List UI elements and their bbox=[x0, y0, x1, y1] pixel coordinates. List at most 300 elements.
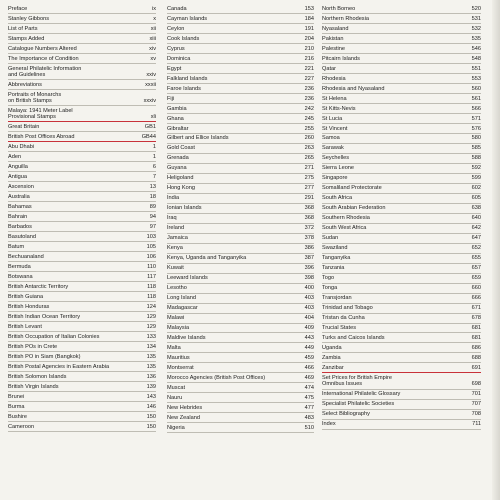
contents-entry bbox=[167, 413, 314, 423]
entry-title: Anguilla bbox=[8, 164, 28, 171]
entry-page-number: 1 bbox=[152, 144, 156, 151]
entry-title: Lesotho bbox=[167, 285, 187, 292]
entry-page-number: 640 bbox=[471, 215, 481, 222]
entry-title: St Vincent bbox=[322, 125, 348, 132]
contents-entry bbox=[8, 152, 156, 162]
contents-entry bbox=[8, 106, 156, 122]
entry-page-number: 135 bbox=[146, 353, 156, 360]
contents-entry bbox=[322, 24, 481, 34]
entry-page-number: 387 bbox=[304, 255, 314, 262]
entry-title: International Philatelic Glossary bbox=[322, 391, 401, 398]
entry-page-number: 681 bbox=[471, 335, 481, 342]
contents-entry bbox=[8, 24, 156, 34]
contents-entry bbox=[167, 324, 314, 334]
contents-entry bbox=[322, 134, 481, 144]
entry-page-number: 520 bbox=[471, 5, 481, 12]
entry-page-number: 474 bbox=[304, 385, 314, 392]
contents-entry bbox=[167, 373, 314, 383]
entry-title: Portraits of Monarchs on British Stamps bbox=[8, 91, 62, 104]
entry-page-number: 372 bbox=[304, 225, 314, 232]
entry-title: Mauritius bbox=[167, 355, 190, 362]
entry-title: Pitcairn Islands bbox=[322, 55, 360, 62]
entry-page-number: 403 bbox=[304, 305, 314, 312]
contents-entry bbox=[8, 282, 156, 292]
contents-entry bbox=[8, 322, 156, 332]
contents-entry bbox=[8, 44, 156, 54]
entry-page-number: 443 bbox=[304, 335, 314, 342]
entry-page-number: 652 bbox=[471, 245, 481, 252]
entry-page-number: 566 bbox=[471, 105, 481, 112]
entry-title: Bechuanaland bbox=[8, 253, 44, 260]
entry-title: Kuwait bbox=[167, 265, 184, 272]
contents-entry bbox=[8, 382, 156, 392]
entry-title: New Hebrides bbox=[167, 405, 203, 412]
entry-page-number: 701 bbox=[471, 391, 481, 398]
entry-title: Kenya, Uganda and Tanganyika bbox=[167, 255, 247, 262]
entry-page-number: 139 bbox=[146, 383, 156, 390]
contents-entry bbox=[167, 393, 314, 403]
entry-page-number: 585 bbox=[471, 145, 481, 152]
entry-title: Bahamas bbox=[8, 204, 32, 211]
contents-entry bbox=[322, 34, 481, 44]
contents-entry bbox=[8, 54, 156, 64]
entry-page-number: 708 bbox=[471, 411, 481, 418]
entry-page-number: 216 bbox=[304, 55, 314, 62]
entry-title: Seychelles bbox=[322, 155, 350, 162]
entry-title: Egypt bbox=[167, 65, 182, 72]
entry-title: Kenya bbox=[167, 245, 183, 252]
entry-page-number: 671 bbox=[471, 305, 481, 312]
entry-page-number: xii bbox=[150, 25, 156, 32]
entry-page-number: 204 bbox=[304, 35, 314, 42]
entry-title: Muscat bbox=[167, 385, 186, 392]
entry-page-number: 404 bbox=[304, 315, 314, 322]
entry-title: Ireland bbox=[167, 225, 185, 232]
contents-entry bbox=[8, 202, 156, 212]
entry-title: Stamps Added bbox=[8, 35, 45, 42]
contents-entry bbox=[8, 352, 156, 362]
entry-title: Brunei bbox=[8, 393, 25, 400]
entry-title: Catalogue Numbers Altered bbox=[8, 45, 77, 52]
entry-title: British Post Offices Abroad bbox=[8, 134, 75, 141]
entry-title: Northern Rhodesia bbox=[322, 15, 369, 22]
contents-entry bbox=[8, 232, 156, 242]
entry-page-number: xxxiv bbox=[143, 97, 156, 104]
entry-title: Preface bbox=[8, 5, 28, 12]
entry-title: British Antarctic Territory bbox=[8, 283, 69, 290]
entry-page-number: 129 bbox=[146, 313, 156, 320]
contents-entry bbox=[8, 402, 156, 412]
contents-entry bbox=[322, 373, 481, 389]
contents-entry bbox=[322, 390, 481, 400]
entry-title: Nyasaland bbox=[322, 25, 349, 32]
entry-title: Guyana bbox=[167, 165, 187, 172]
entry-title: Antigua bbox=[8, 174, 27, 181]
contents-entry bbox=[8, 80, 156, 90]
entry-title: British POs in Crete bbox=[8, 343, 58, 350]
entry-page-number: 657 bbox=[471, 265, 481, 272]
contents-entry bbox=[8, 4, 156, 14]
entry-page-number: GB1 bbox=[144, 124, 156, 131]
entry-page-number: 129 bbox=[146, 323, 156, 330]
contents-entry bbox=[167, 174, 314, 184]
entry-page-number: 227 bbox=[304, 75, 314, 82]
contents-entry bbox=[167, 124, 314, 134]
entry-title: Cayman Islands bbox=[167, 15, 208, 22]
contents-entry bbox=[322, 234, 481, 244]
entry-page-number: 368 bbox=[304, 215, 314, 222]
contents-entry bbox=[322, 204, 481, 214]
entry-page-number: 242 bbox=[304, 105, 314, 112]
entry-page-number: 638 bbox=[471, 205, 481, 212]
entry-title: Rhodesia and Nyasaland bbox=[322, 85, 385, 92]
entry-page-number: 143 bbox=[146, 393, 156, 400]
entry-page-number: 571 bbox=[471, 115, 481, 122]
entry-title: Trucial States bbox=[322, 325, 356, 332]
contents-entry bbox=[8, 272, 156, 282]
entry-title: Heligoland bbox=[167, 175, 194, 182]
entry-page-number: 146 bbox=[146, 403, 156, 410]
entry-page-number: 510 bbox=[304, 425, 314, 432]
entry-page-number: 89 bbox=[149, 204, 156, 211]
entry-title: Abbreviations bbox=[8, 81, 42, 88]
contents-entry bbox=[322, 94, 481, 104]
contents-entry bbox=[167, 284, 314, 294]
contents-entry bbox=[8, 372, 156, 382]
entry-page-number: 368 bbox=[304, 205, 314, 212]
entry-page-number: 580 bbox=[471, 135, 481, 142]
contents-entry bbox=[167, 74, 314, 84]
entry-page-number: 698 bbox=[471, 381, 481, 388]
entry-title: Zambia bbox=[322, 355, 341, 362]
entry-page-number: 124 bbox=[146, 303, 156, 310]
entry-title: Aden bbox=[8, 154, 22, 161]
contents-entry bbox=[167, 204, 314, 214]
contents-entry bbox=[167, 154, 314, 164]
entry-page-number: 546 bbox=[471, 45, 481, 52]
entry-page-number: 686 bbox=[471, 345, 481, 352]
entry-title: Southern Rhodesia bbox=[322, 215, 370, 222]
entry-title: New Zealand bbox=[167, 415, 200, 422]
entry-page-number: 7 bbox=[152, 174, 156, 181]
entry-page-number: 378 bbox=[304, 235, 314, 242]
entry-title: Hong Kong bbox=[167, 185, 195, 192]
entry-page-number: 184 bbox=[304, 15, 314, 22]
entry-title: Iraq bbox=[167, 215, 177, 222]
contents-entry bbox=[167, 104, 314, 114]
entry-page-number: 691 bbox=[471, 365, 481, 372]
contents-entry bbox=[322, 314, 481, 324]
entry-title: Long Island bbox=[167, 295, 196, 302]
entry-page-number: ix bbox=[151, 5, 156, 12]
page-edge bbox=[492, 0, 500, 500]
contents-entry bbox=[8, 292, 156, 302]
entry-page-number: 103 bbox=[146, 233, 156, 240]
entry-title: Great Britain bbox=[8, 124, 40, 131]
entry-page-number: 592 bbox=[471, 165, 481, 172]
contents-entry bbox=[322, 224, 481, 234]
entry-title: Gold Coast bbox=[167, 145, 195, 152]
entry-page-number: 133 bbox=[146, 333, 156, 340]
entry-page-number: 588 bbox=[471, 155, 481, 162]
entry-title: Cameroon bbox=[8, 423, 35, 430]
entry-title: British Virgin Islands bbox=[8, 383, 59, 390]
contents-entry bbox=[167, 423, 314, 433]
entry-title: Nigeria bbox=[167, 425, 185, 432]
entry-page-number: 681 bbox=[471, 325, 481, 332]
entry-title: South Arabian Federation bbox=[322, 205, 386, 212]
entry-title: Set Prices for British Empire Omnibus Issues bbox=[322, 375, 392, 388]
entry-title: Trinidad and Tobago bbox=[322, 305, 373, 312]
entry-page-number: 678 bbox=[471, 315, 481, 322]
contents-entry bbox=[322, 144, 481, 154]
entry-title: Gambia bbox=[167, 105, 187, 112]
entry-page-number: xiv bbox=[149, 45, 156, 52]
entry-page-number: 236 bbox=[304, 95, 314, 102]
entry-title: British Postal Agencies in Eastern Arabia bbox=[8, 363, 110, 370]
entry-page-number: 711 bbox=[472, 421, 481, 428]
contents-entry bbox=[167, 44, 314, 54]
contents-entry bbox=[167, 244, 314, 254]
contents-entry bbox=[322, 194, 481, 204]
entry-page-number: 599 bbox=[471, 175, 481, 182]
entry-title: Morocco Agencies (British Post Offices) bbox=[167, 375, 266, 382]
entry-page-number: 291 bbox=[304, 195, 314, 202]
entry-page-number: 400 bbox=[304, 285, 314, 292]
entry-page-number: 277 bbox=[304, 185, 314, 192]
entry-title: Transjordan bbox=[322, 295, 352, 302]
entry-page-number: 531 bbox=[471, 15, 481, 22]
entry-page-number: 18 bbox=[149, 194, 156, 201]
entry-title: The Importance of Condition bbox=[8, 55, 79, 62]
contents-entry bbox=[322, 244, 481, 254]
contents-entry bbox=[167, 264, 314, 274]
contents-entry bbox=[167, 383, 314, 393]
entry-title: Bermuda bbox=[8, 263, 31, 270]
entry-title: Tristan da Cunha bbox=[322, 315, 365, 322]
entry-title: Tonga bbox=[322, 285, 338, 292]
contents-entry bbox=[167, 134, 314, 144]
entry-title: Bahrain bbox=[8, 214, 28, 220]
entry-page-number: 576 bbox=[471, 125, 481, 132]
contents-entry bbox=[322, 324, 481, 334]
contents-entry bbox=[167, 234, 314, 244]
entry-page-number: 561 bbox=[471, 95, 481, 102]
entry-page-number: 210 bbox=[304, 45, 314, 52]
contents-entry bbox=[167, 214, 314, 224]
entry-title: Samoa bbox=[322, 135, 340, 142]
contents-column-3 bbox=[322, 4, 481, 430]
entry-title: South West Africa bbox=[322, 225, 367, 232]
entry-page-number: 647 bbox=[471, 235, 481, 242]
entry-page-number: xiii bbox=[149, 35, 156, 42]
contents-entry bbox=[167, 403, 314, 413]
entry-title: Ceylon bbox=[167, 25, 185, 32]
contents-entry bbox=[322, 420, 481, 430]
entry-page-number: 271 bbox=[304, 165, 314, 172]
contents-entry bbox=[167, 274, 314, 284]
contents-entry bbox=[167, 54, 314, 64]
entry-page-number: 553 bbox=[471, 75, 481, 82]
entry-page-number: 560 bbox=[471, 85, 481, 92]
entry-page-number: 666 bbox=[471, 295, 481, 302]
contents-entry bbox=[8, 212, 156, 222]
contents-entry bbox=[167, 84, 314, 94]
contents-entry bbox=[167, 4, 314, 14]
entry-title: Faroe Islands bbox=[167, 85, 201, 92]
entry-page-number: 605 bbox=[471, 195, 481, 202]
entry-page-number: 136 bbox=[146, 373, 156, 380]
entry-title: Togo bbox=[322, 275, 335, 282]
entry-title: Specialist Philatelic Societies bbox=[322, 401, 395, 408]
entry-title: Bushire bbox=[8, 413, 27, 420]
entry-page-number: 260 bbox=[304, 135, 314, 142]
entry-title: Ghana bbox=[167, 115, 184, 122]
entry-page-number: 110 bbox=[147, 263, 156, 270]
contents-entry bbox=[8, 192, 156, 202]
entry-title: Somaliland Protectorate bbox=[322, 185, 382, 192]
contents-entry bbox=[322, 164, 481, 174]
entry-page-number: 263 bbox=[304, 145, 314, 152]
contents-entry bbox=[167, 353, 314, 363]
contents-entry bbox=[8, 302, 156, 312]
entry-title: Index bbox=[322, 421, 336, 428]
entry-title: Madagascar bbox=[167, 305, 198, 312]
entry-title: Sudan bbox=[322, 235, 339, 242]
entry-page-number: xxxii bbox=[145, 81, 156, 88]
contents-entry bbox=[8, 252, 156, 262]
contents-entry bbox=[167, 34, 314, 44]
entry-title: Select Bibliography bbox=[322, 411, 370, 418]
contents-entry bbox=[322, 54, 481, 64]
contents-entry bbox=[167, 194, 314, 204]
contents-entry bbox=[167, 64, 314, 74]
entry-page-number: 97 bbox=[149, 223, 156, 230]
entry-title: British Levant bbox=[8, 323, 42, 330]
contents-entry bbox=[322, 343, 481, 353]
entry-title: General Philatelic Information and Guidelines bbox=[8, 65, 82, 78]
contents-entry bbox=[322, 284, 481, 294]
entry-page-number: 134 bbox=[146, 343, 156, 350]
entry-page-number: 386 bbox=[304, 245, 314, 252]
entry-page-number: 449 bbox=[304, 345, 314, 352]
contents-entry bbox=[167, 254, 314, 264]
contents-entry bbox=[167, 164, 314, 174]
contents-entry bbox=[8, 182, 156, 192]
contents-entry bbox=[8, 162, 156, 172]
entry-title: British Indian Ocean Territory bbox=[8, 313, 81, 320]
contents-entry bbox=[322, 254, 481, 264]
entry-title: Gibraltar bbox=[167, 125, 189, 132]
entry-page-number: 94 bbox=[149, 214, 156, 220]
entry-page-number: 105 bbox=[146, 243, 156, 250]
entry-title: Pakistan bbox=[322, 35, 344, 42]
entry-title: Swaziland bbox=[322, 245, 348, 252]
entry-title: Fiji bbox=[167, 95, 175, 102]
contents-entry bbox=[167, 14, 314, 24]
entry-page-number: 477 bbox=[304, 405, 314, 412]
contents-entry bbox=[322, 214, 481, 224]
entry-title: Botswana bbox=[8, 273, 33, 280]
entry-page-number: 221 bbox=[304, 65, 314, 72]
entry-page-number: 135 bbox=[146, 363, 156, 370]
contents-entry bbox=[8, 362, 156, 372]
entry-title: North Borneo bbox=[322, 5, 356, 12]
entry-title: British Solomon Islands bbox=[8, 373, 67, 380]
contents-column-2 bbox=[167, 4, 314, 433]
contents-entry bbox=[322, 74, 481, 84]
entry-title: Barbados bbox=[8, 223, 32, 230]
contents-entry bbox=[167, 94, 314, 104]
contents-entry bbox=[167, 224, 314, 234]
entry-page-number: 236 bbox=[304, 85, 314, 92]
entry-page-number: 150 bbox=[146, 413, 156, 420]
entry-page-number: GB44 bbox=[141, 134, 156, 141]
contents-entry bbox=[322, 44, 481, 54]
entry-page-number: 535 bbox=[471, 35, 481, 42]
entry-page-number: 118 bbox=[147, 283, 156, 290]
entry-title: Batum bbox=[8, 243, 25, 250]
entry-page-number: 459 bbox=[304, 355, 314, 362]
entry-title: British Honduras bbox=[8, 303, 50, 310]
entry-title: South Africa bbox=[322, 195, 353, 202]
entry-page-number: 13 bbox=[149, 184, 156, 191]
entry-title: Turks and Caicos Islands bbox=[322, 335, 385, 342]
contents-entry bbox=[322, 304, 481, 314]
contents-entry bbox=[8, 142, 156, 152]
contents-entry bbox=[167, 24, 314, 34]
contents-entry bbox=[322, 4, 481, 14]
contents-entry bbox=[322, 333, 481, 343]
entry-title: Zanzibar bbox=[322, 365, 344, 372]
entry-title: Ascension bbox=[8, 184, 34, 191]
contents-entry bbox=[322, 353, 481, 363]
contents-entry bbox=[8, 132, 156, 142]
contents-entry bbox=[322, 363, 481, 373]
entry-page-number: 255 bbox=[304, 125, 314, 132]
contents-entry bbox=[8, 90, 156, 106]
entry-page-number: 150 bbox=[146, 423, 156, 430]
contents-entry bbox=[322, 64, 481, 74]
entry-title: Ionian Islands bbox=[167, 205, 202, 212]
entry-title: Malaysia bbox=[167, 325, 190, 332]
entry-title: Sarawak bbox=[322, 145, 344, 152]
contents-entry bbox=[322, 124, 481, 134]
contents-entry bbox=[8, 412, 156, 422]
entry-page-number: 659 bbox=[471, 275, 481, 282]
entry-title: Uganda bbox=[322, 345, 342, 352]
entry-title: Cyprus bbox=[167, 45, 185, 52]
entry-title: List of Parts bbox=[8, 25, 38, 32]
entry-page-number: 466 bbox=[304, 365, 314, 372]
contents-entry bbox=[322, 174, 481, 184]
entry-page-number: 245 bbox=[304, 115, 314, 122]
contents-entry bbox=[322, 184, 481, 194]
entry-page-number: 483 bbox=[304, 415, 314, 422]
entry-page-number: 153 bbox=[304, 5, 314, 12]
entry-title: Tanzania bbox=[322, 265, 345, 272]
entry-title: Basutoland bbox=[8, 233, 36, 240]
entry-title: India bbox=[167, 195, 180, 202]
entry-title: Malawi bbox=[167, 315, 185, 322]
contents-entry bbox=[322, 14, 481, 24]
contents-entry bbox=[322, 410, 481, 420]
contents-entry bbox=[8, 34, 156, 44]
entry-page-number: 475 bbox=[304, 395, 314, 402]
contents-entry bbox=[322, 84, 481, 94]
contents-entry bbox=[167, 114, 314, 124]
entry-page-number: 118 bbox=[147, 293, 156, 300]
